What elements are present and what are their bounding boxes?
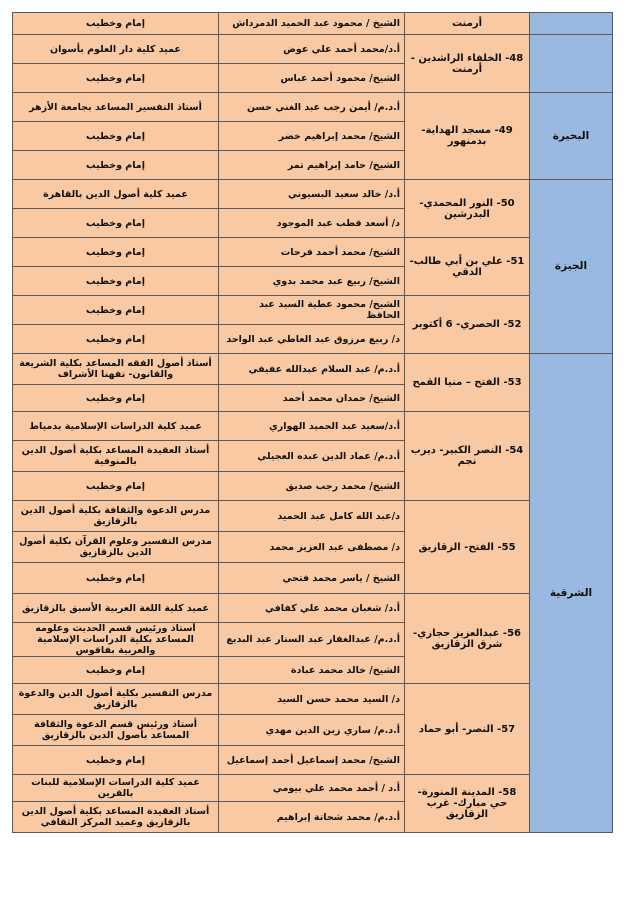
table-row (13, 684, 613, 715)
role-cell: مدرس التفسير وعلوم القرآن بكلية أصول الدين بالزقازيق (13, 532, 219, 563)
mosque-cell: أرمنت (405, 13, 530, 35)
name-cell: الشيخ/ محمود أحمد عباس (219, 64, 405, 93)
governorate-cell: الجيزة (530, 180, 613, 354)
name-cell: د/عبد الله كامل عبد الحميد (219, 501, 405, 532)
mosque-cell: 55- الفتح- الزقازيق (405, 501, 530, 594)
name-cell: الشيخ/ حامد إبراهيم تمر (219, 151, 405, 180)
name-cell: د/ مصطفى عبد العزيز محمد (219, 532, 405, 563)
name-cell: أ.د/ خالد سعيد البسيوني (219, 180, 405, 209)
role-cell: إمام وخطيب (13, 64, 219, 93)
role-cell: أستاذ العقيدة المساعد بكلية أصول الدين بالزقازيق وعميد المركز الثقافي (13, 802, 219, 833)
role-cell: إمام وخطيب (13, 209, 219, 238)
table-row (13, 775, 613, 802)
mosque-cell: 57- النصر- أبو حماد (405, 684, 530, 775)
role-cell: مدرس التفسير بكلية أصول الدين والدعوة بالزقازيق (13, 684, 219, 715)
role-cell: عميد كلية الدراسات الإسلامية بدمياط (13, 412, 219, 441)
name-cell: الشيخ/ محمد رجب صديق (219, 472, 405, 501)
governorate-cell: البحيرة (530, 93, 613, 180)
name-cell: أ.د/محمد أحمد علي عوض (219, 35, 405, 64)
name-cell: الشيخ/ محمد إسماعيل أحمد إسماعيل (219, 746, 405, 775)
role-cell: إمام وخطيب (13, 151, 219, 180)
role-cell: عميد كلية اللغة العربية الأسبق بالزقازيق (13, 594, 219, 623)
table-row (13, 501, 613, 532)
name-cell: الشيخ/ محمد أحمد فرحات (219, 238, 405, 267)
mosque-cell: 49- مسجد الهداية- بدمنهور (405, 93, 530, 180)
role-cell: عميد كلية أصول الدين بالقاهرة (13, 180, 219, 209)
name-cell: أ.د/ شعبان محمد علي كفافي (219, 594, 405, 623)
role-cell: أستاذ ورئيس قسم الحديث وعلومه المساعد بكلية الدراسات الإسلامية والعربية بفاقوس (13, 623, 219, 657)
role-cell: إمام وخطيب (13, 657, 219, 684)
role-cell: إمام وخطيب (13, 746, 219, 775)
role-cell: إمام وخطيب (13, 238, 219, 267)
name-cell: أ.د/سعيد عبد الحميد الهواري (219, 412, 405, 441)
preachers-table (12, 12, 613, 833)
governorate-cell (530, 35, 613, 93)
table-row (13, 238, 613, 267)
table-row (13, 412, 613, 441)
role-cell: إمام وخطيب (13, 267, 219, 296)
role-cell: إمام وخطيب (13, 472, 219, 501)
table-row (13, 93, 613, 122)
role-cell: إمام وخطيب (13, 13, 219, 35)
name-cell: الشيخ/ محمد إبراهيم خضر (219, 122, 405, 151)
role-cell: أستاذ أصول الفقه المساعد بكلية الشريعة والقانون- تفهنا الأشراف (13, 354, 219, 385)
mosque-cell: 50- النور المحمدي- البدرشين (405, 180, 530, 238)
table-row (13, 180, 613, 209)
role-cell: مدرس الدعوة والثقافة بكلية أصول الدين بالزقازيق (13, 501, 219, 532)
name-cell: د/ أسعد قطب عبد الموجود (219, 209, 405, 238)
name-cell: أ.د.م/ أيمن رجب عبد الغني حسن (219, 93, 405, 122)
name-cell: أ.د.م/ عبدالغفار عبد الستار عبد البديع (219, 623, 405, 657)
name-cell: أ.د.م/ عبد السلام عبدالله عفيفي (219, 354, 405, 385)
mosque-cell: 54- النصر الكبير- ديرب نجم (405, 412, 530, 501)
name-cell: الشيخ/ ربيع عبد محمد بدوي (219, 267, 405, 296)
table-row (13, 13, 613, 35)
role-cell: أستاذ ورئيس قسم الدعوة والثقافة المساعد بأصول الدين بالزقازيق (13, 715, 219, 746)
mosque-cell: 51- علي بن أبي طالب- الدقي (405, 238, 530, 296)
mosque-schedule-document (13, 12, 613, 833)
governorate-cell (530, 13, 613, 35)
role-cell: أستاذ التفسير المساعد بجامعة الأزهر (13, 93, 219, 122)
role-cell: أستاذ العقيدة المساعد بكلية أصول الدين بالمنوفية (13, 441, 219, 472)
name-cell: الشيخ / ياسر محمد فتحي (219, 563, 405, 594)
table-row (13, 296, 613, 325)
name-cell: د/ السيد محمد حسن السيد (219, 684, 405, 715)
role-cell: إمام وخطيب (13, 563, 219, 594)
table-row (13, 35, 613, 64)
name-cell: الشيخ / محمود عبد الحميد الدمرداش (219, 13, 405, 35)
name-cell: الشيخ/ محمود عطية السيد عبد الحافظ (219, 296, 405, 325)
role-cell: عميد كلية الدراسات الإسلامية للبنات بالقرين (13, 775, 219, 802)
name-cell: أ.د / أحمد محمد علي بيومي (219, 775, 405, 802)
role-cell: عميد كلية دار العلوم بأسوان (13, 35, 219, 64)
mosque-cell: 48- الخلفاء الراشدين - أرمنت (405, 35, 530, 93)
name-cell: الشيخ/ خالد محمد عبادة (219, 657, 405, 684)
table-row (13, 594, 613, 623)
mosque-cell: 58- المدينة المنورة- حي مبارك- غرب الزقازيق (405, 775, 530, 833)
role-cell: إمام وخطيب (13, 296, 219, 325)
mosque-cell: 56- عبدالعزيز حجازي- شرق الزقازيق (405, 594, 530, 684)
governorate-cell: الشرقية (530, 354, 613, 833)
name-cell: أ.د.م/ محمد شحاتة إبراهيم (219, 802, 405, 833)
name-cell: أ.د.م/ عماد الدين عبده العجيلي (219, 441, 405, 472)
role-cell: إمام وخطيب (13, 122, 219, 151)
role-cell: إمام وخطيب (13, 325, 219, 354)
name-cell: أ.د.م/ ساري زين الدين مهدي (219, 715, 405, 746)
name-cell: د/ ربيع مرزوق عبد العاطي عبد الواحد (219, 325, 405, 354)
mosque-cell: 53- الفتح – منيا القمح (405, 354, 530, 412)
table-row (13, 354, 613, 385)
name-cell: الشيخ/ حمدان محمد أحمد (219, 385, 405, 412)
role-cell: إمام وخطيب (13, 385, 219, 412)
mosque-cell: 52- الحصري- 6 أكتوبر (405, 296, 530, 354)
